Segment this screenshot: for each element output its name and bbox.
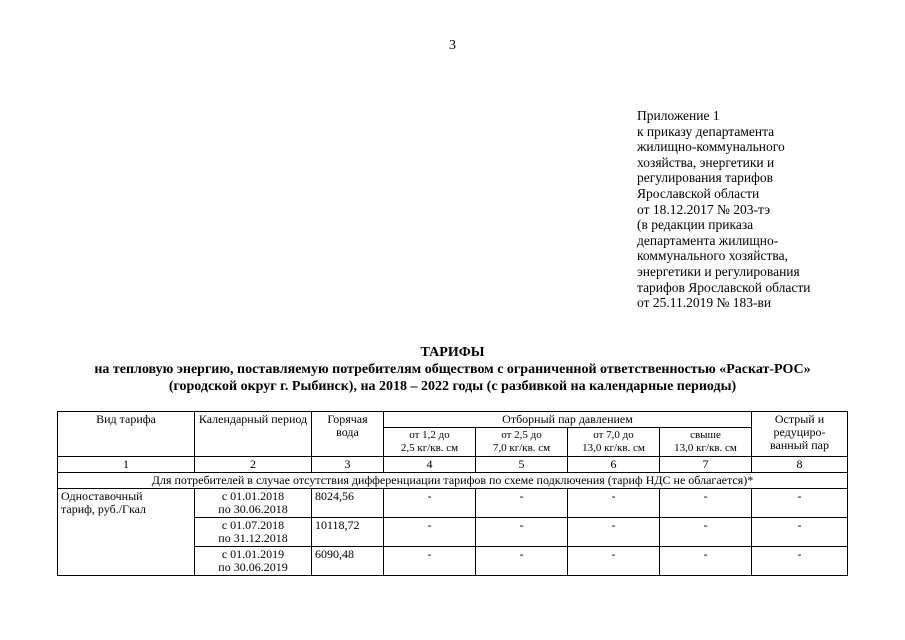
dash-cell: - (660, 489, 752, 518)
header-hot-water: Горячая вода (312, 412, 384, 457)
column-number: 1 (58, 457, 195, 473)
column-number: 6 (568, 457, 660, 473)
note-row (58, 473, 848, 489)
dash-cell: - (384, 489, 476, 518)
dash-cell: - (384, 547, 476, 576)
hot-water-value: 6090,48 (312, 547, 384, 576)
appendix-line: жилищно-коммунального (637, 139, 785, 155)
hot-water-value: 10118,72 (312, 518, 384, 547)
header-steam-line: от 2,5 до (501, 429, 542, 441)
appendix-line: коммунального хозяйства, (637, 248, 788, 264)
period-from: с 01.01.2018 (221, 489, 285, 503)
column-number-row (58, 457, 848, 473)
header-steam-4 (660, 428, 752, 457)
appendix-line: тарифов Ярославской области (637, 279, 811, 295)
period-cell (195, 489, 312, 518)
dash-cell: - (476, 489, 568, 518)
period-from: с 01.01.2019 (221, 547, 285, 561)
header-steam-line: свыше (690, 429, 721, 441)
column-number: 7 (660, 457, 752, 473)
tariff-label-line: тариф, руб./Гкал (61, 502, 147, 516)
period-cell (195, 518, 312, 547)
column-number: 4 (384, 457, 476, 473)
header-steam-line: от 1,2 до (409, 429, 450, 441)
header-period: Календарный период (195, 412, 312, 457)
appendix-line: регулирования тарифов (637, 170, 774, 186)
title-heading: ТАРИФЫ (420, 345, 485, 360)
column-number: 5 (476, 457, 568, 473)
period-to: по 30.06.2019 (218, 560, 288, 574)
header-steam-line: 7,0 кг/кв. см (492, 442, 551, 454)
title-subheading-2: (городской округ г. Рыбинск), на 2018 – 2022 годы (с разбивкой на календарные периоды) (168, 379, 737, 394)
page-number: 3 (449, 38, 456, 53)
header-steam-2 (476, 428, 568, 457)
header-steam-line: 13,0 кг/кв. см (674, 442, 737, 454)
header-sharp-steam (752, 412, 848, 457)
header-tariff-type: Вид тарифа (58, 412, 195, 457)
dash-cell: - (568, 489, 660, 518)
appendix-line: департамента жилищно- (637, 232, 779, 248)
column-number: 3 (312, 457, 384, 473)
header-steam-line: 2,5 кг/кв. см (400, 442, 459, 454)
appendix-line: (в редакции приказа (637, 217, 754, 233)
dash-cell: - (476, 547, 568, 576)
appendix-line: Ярославской области (637, 185, 760, 201)
hot-water-value: 8024,56 (312, 489, 384, 518)
header-steam-line: от 7,0 до (593, 429, 634, 441)
appendix-line: от 18.12.2017 № 203-тэ (637, 201, 771, 217)
header-row (58, 412, 848, 428)
header-sharp-steam-line: Острый и (774, 412, 825, 426)
tariff-label (58, 489, 195, 576)
appendix-line: к приказу департамента (637, 123, 775, 139)
period-cell (195, 547, 312, 576)
table-row (58, 489, 848, 518)
dash-cell: - (752, 518, 848, 547)
dash-cell: - (476, 518, 568, 547)
period-from: с 01.07.2018 (221, 518, 285, 532)
appendix-line: хозяйства, энергетики и (637, 154, 775, 170)
dash-cell: - (384, 518, 476, 547)
header-steam-group: Отборный пар давлением (384, 412, 752, 428)
appendix-block (637, 108, 867, 311)
title-subheading: на тепловую энергию, поставляемую потребителям обществом с ограниченной ответственностью «Раскат-РОС» (94, 362, 811, 377)
tariff-table (57, 411, 848, 576)
dash-cell: - (752, 489, 848, 518)
dash-cell: - (568, 518, 660, 547)
dash-cell: - (660, 547, 752, 576)
header-sharp-steam-line: ванный пар (770, 438, 829, 452)
dash-cell: - (752, 547, 848, 576)
appendix-line: от 25.11.2019 № 183-ви (637, 295, 772, 311)
header-steam-3 (568, 428, 660, 457)
tariff-label-line: Одноставочный (61, 489, 143, 503)
appendix-line: Приложение 1 (637, 108, 720, 123)
dash-cell: - (660, 518, 752, 547)
note-text: Для потребителей в случае отсутствия дифференциации тарифов по схеме подключения (тариф НДС не облагается)* (58, 473, 848, 489)
period-to: по 31.12.2018 (218, 531, 288, 545)
appendix-line: энергетики и регулирования (637, 263, 800, 279)
document-title (20, 344, 885, 395)
header-steam-1 (384, 428, 476, 457)
dash-cell: - (568, 547, 660, 576)
period-to: по 30.06.2018 (218, 502, 288, 516)
header-steam-line: 13,0 кг/кв. см (582, 442, 645, 454)
header-sharp-steam-line: редуциро- (773, 425, 826, 439)
column-number: 2 (195, 457, 312, 473)
column-number: 8 (752, 457, 848, 473)
